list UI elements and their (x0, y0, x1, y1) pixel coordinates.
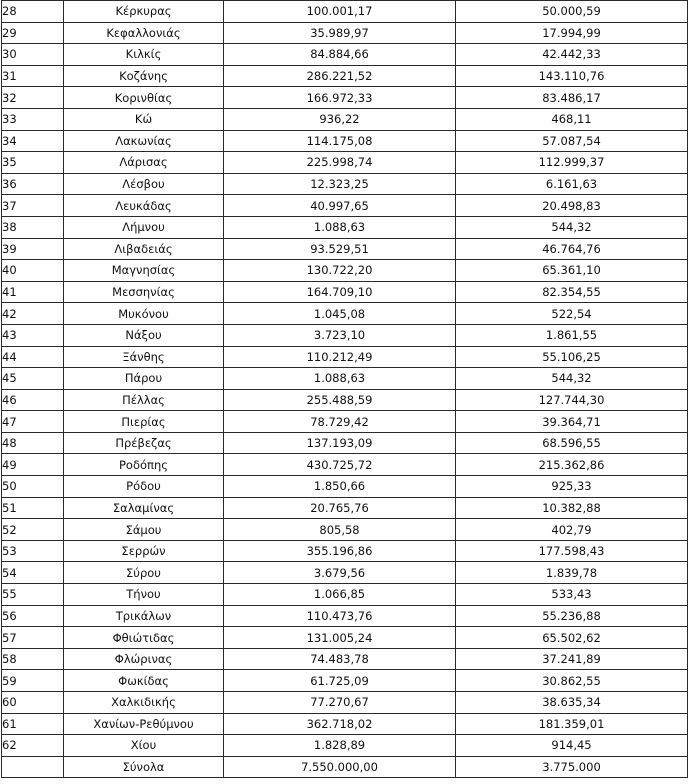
total-row-number-cell (2, 756, 64, 778)
half-amount-cell: 68.596,55 (456, 432, 688, 454)
row-number-cell: 48 (2, 432, 64, 454)
amount-cell: 255.488,59 (224, 389, 456, 411)
half-amount-cell: 20.498,83 (456, 195, 688, 217)
prefecture-name-cell: Ροδόπης (64, 454, 224, 476)
table-row (2, 432, 688, 454)
prefecture-name-cell: Πρέβεζας (64, 432, 224, 454)
row-number-cell: 41 (2, 281, 64, 303)
row-number-cell: 59 (2, 670, 64, 692)
prefecture-name-cell: Κορινθίας (64, 87, 224, 109)
half-amount-cell: 38.635,34 (456, 692, 688, 714)
amount-cell: 362.718,02 (224, 713, 456, 735)
half-amount-cell: 468,11 (456, 108, 688, 130)
amount-cell: 430.725,72 (224, 454, 456, 476)
prefecture-name-cell: Κεφαλλονιάς (64, 22, 224, 44)
row-number-cell: 43 (2, 324, 64, 346)
amount-cell: 355.196,86 (224, 540, 456, 562)
total-row (2, 756, 688, 778)
amount-cell: 1.850,66 (224, 476, 456, 498)
amount-cell: 3.723,10 (224, 324, 456, 346)
prefecture-name-cell: Λήμνου (64, 216, 224, 238)
amount-cell: 3.679,56 (224, 562, 456, 584)
table-row (2, 627, 688, 649)
prefecture-name-cell: Φλώρινας (64, 648, 224, 670)
table-row (2, 713, 688, 735)
table-row (2, 324, 688, 346)
prefecture-name-cell: Κιλκίς (64, 44, 224, 66)
row-number-cell: 29 (2, 22, 64, 44)
amount-cell: 114.175,08 (224, 130, 456, 152)
row-number-cell: 53 (2, 540, 64, 562)
row-number-cell: 42 (2, 303, 64, 325)
amount-cell: 1.088,63 (224, 216, 456, 238)
table-row (2, 238, 688, 260)
half-amount-cell: 83.486,17 (456, 87, 688, 109)
table-row (2, 368, 688, 390)
amount-cell: 286.221,52 (224, 65, 456, 87)
table-row (2, 389, 688, 411)
prefecture-name-cell: Λιβαδειάς (64, 238, 224, 260)
half-amount-cell: 65.361,10 (456, 260, 688, 282)
table-row (2, 454, 688, 476)
table-row (2, 173, 688, 195)
amount-cell: 110.473,76 (224, 605, 456, 627)
amount-cell: 131.005,24 (224, 627, 456, 649)
table-row (2, 562, 688, 584)
half-amount-cell: 1.861,55 (456, 324, 688, 346)
prefecture-name-cell: Φωκίδας (64, 670, 224, 692)
table-row (2, 540, 688, 562)
half-amount-cell: 46.764,76 (456, 238, 688, 260)
amount-cell: 78.729,42 (224, 411, 456, 433)
row-number-cell: 39 (2, 238, 64, 260)
prefecture-name-cell: Κώ (64, 108, 224, 130)
row-number-cell: 50 (2, 476, 64, 498)
total-half-amount-cell: 3.775.000 (456, 756, 688, 778)
prefecture-name-cell: Σύρου (64, 562, 224, 584)
prefecture-name-cell: Λάρισας (64, 152, 224, 174)
row-number-cell: 38 (2, 216, 64, 238)
total-prefecture-name-cell: Σύνολα (64, 756, 224, 778)
prefecture-name-cell: Χίου (64, 735, 224, 757)
half-amount-cell: 55.236,88 (456, 605, 688, 627)
table-row (2, 87, 688, 109)
row-number-cell: 35 (2, 152, 64, 174)
prefecture-name-cell: Ρόδου (64, 476, 224, 498)
table-row (2, 476, 688, 498)
row-number-cell: 45 (2, 368, 64, 390)
prefecture-name-cell: Χαλκιδικής (64, 692, 224, 714)
amount-cell: 164.709,10 (224, 281, 456, 303)
row-number-cell: 49 (2, 454, 64, 476)
amount-cell: 936,22 (224, 108, 456, 130)
table-row (2, 411, 688, 433)
half-amount-cell: 57.087,54 (456, 130, 688, 152)
prefecture-name-cell: Τήνου (64, 584, 224, 606)
row-number-cell: 51 (2, 497, 64, 519)
half-amount-cell: 1.839,78 (456, 562, 688, 584)
row-number-cell: 61 (2, 713, 64, 735)
table-row (2, 195, 688, 217)
half-amount-cell: 177.598,43 (456, 540, 688, 562)
prefecture-name-cell: Μυκόνου (64, 303, 224, 325)
table-row (2, 1, 688, 23)
prefecture-name-cell: Φθιώτιδας (64, 627, 224, 649)
half-amount-cell: 914,45 (456, 735, 688, 757)
half-amount-cell: 39.364,71 (456, 411, 688, 433)
half-amount-cell: 127.744,30 (456, 389, 688, 411)
table-row (2, 281, 688, 303)
prefecture-name-cell: Μαγνησίας (64, 260, 224, 282)
prefecture-name-cell: Χανίων-Ρεθύμνου (64, 713, 224, 735)
table-row (2, 260, 688, 282)
prefecture-name-cell: Κέρκυρας (64, 1, 224, 23)
amount-cell: 110.212,49 (224, 346, 456, 368)
row-number-cell: 31 (2, 65, 64, 87)
amount-cell: 137.193,09 (224, 432, 456, 454)
half-amount-cell: 925,33 (456, 476, 688, 498)
amount-cell: 35.989,97 (224, 22, 456, 44)
half-amount-cell: 17.994,99 (456, 22, 688, 44)
row-number-cell: 44 (2, 346, 64, 368)
table-row (2, 152, 688, 174)
row-number-cell: 58 (2, 648, 64, 670)
half-amount-cell: 112.999,37 (456, 152, 688, 174)
row-number-cell: 60 (2, 692, 64, 714)
row-number-cell: 62 (2, 735, 64, 757)
half-amount-cell: 522,54 (456, 303, 688, 325)
table-row (2, 130, 688, 152)
amount-cell: 130.722,20 (224, 260, 456, 282)
amount-cell: 805,58 (224, 519, 456, 541)
half-amount-cell: 37.241,89 (456, 648, 688, 670)
half-amount-cell: 544,32 (456, 368, 688, 390)
prefecture-name-cell: Πιερίας (64, 411, 224, 433)
row-number-cell: 46 (2, 389, 64, 411)
half-amount-cell: 181.359,01 (456, 713, 688, 735)
amount-cell: 12.323,25 (224, 173, 456, 195)
prefecture-name-cell: Σαλαμίνας (64, 497, 224, 519)
amount-cell: 1.828,89 (224, 735, 456, 757)
table-row (2, 670, 688, 692)
amount-cell: 166.972,33 (224, 87, 456, 109)
prefecture-name-cell: Μεσσηνίας (64, 281, 224, 303)
prefecture-name-cell: Λακωνίας (64, 130, 224, 152)
half-amount-cell: 544,32 (456, 216, 688, 238)
amount-cell: 1.066,85 (224, 584, 456, 606)
row-number-cell: 52 (2, 519, 64, 541)
half-amount-cell: 82.354,55 (456, 281, 688, 303)
row-number-cell: 54 (2, 562, 64, 584)
prefecture-name-cell: Σερρών (64, 540, 224, 562)
amount-cell: 20.765,76 (224, 497, 456, 519)
row-number-cell: 30 (2, 44, 64, 66)
table-row (2, 65, 688, 87)
half-amount-cell: 55.106,25 (456, 346, 688, 368)
table-row (2, 216, 688, 238)
table-row (2, 648, 688, 670)
row-number-cell: 57 (2, 627, 64, 649)
table-row (2, 497, 688, 519)
half-amount-cell: 30.862,55 (456, 670, 688, 692)
table-row (2, 44, 688, 66)
row-number-cell: 34 (2, 130, 64, 152)
prefecture-name-cell: Ξάνθης (64, 346, 224, 368)
table-row (2, 346, 688, 368)
row-number-cell: 47 (2, 411, 64, 433)
amount-cell: 61.725,09 (224, 670, 456, 692)
table-body (2, 1, 688, 778)
half-amount-cell: 42.442,33 (456, 44, 688, 66)
table-row (2, 108, 688, 130)
total-amount-cell: 7.550.000,00 (224, 756, 456, 778)
amount-cell: 77.270,67 (224, 692, 456, 714)
amount-cell: 100.001,17 (224, 1, 456, 23)
half-amount-cell: 143.110,76 (456, 65, 688, 87)
prefecture-name-cell: Λευκάδας (64, 195, 224, 217)
half-amount-cell: 50.000,59 (456, 1, 688, 23)
table-row (2, 303, 688, 325)
half-amount-cell: 215.362,86 (456, 454, 688, 476)
amount-cell: 93.529,51 (224, 238, 456, 260)
table-row (2, 692, 688, 714)
table-row (2, 605, 688, 627)
amount-cell: 1.045,08 (224, 303, 456, 325)
half-amount-cell: 402,79 (456, 519, 688, 541)
row-number-cell: 55 (2, 584, 64, 606)
table-row (2, 584, 688, 606)
row-number-cell: 32 (2, 87, 64, 109)
row-number-cell: 36 (2, 173, 64, 195)
row-number-cell: 40 (2, 260, 64, 282)
row-number-cell: 56 (2, 605, 64, 627)
prefecture-name-cell: Λέσβου (64, 173, 224, 195)
table-row (2, 22, 688, 44)
amount-cell: 1.088,63 (224, 368, 456, 390)
prefecture-name-cell: Νάξου (64, 324, 224, 346)
row-number-cell: 37 (2, 195, 64, 217)
half-amount-cell: 65.502,62 (456, 627, 688, 649)
prefecture-name-cell: Τρικάλων (64, 605, 224, 627)
prefecture-name-cell: Πέλλας (64, 389, 224, 411)
row-number-cell: 28 (2, 1, 64, 23)
half-amount-cell: 6.161,63 (456, 173, 688, 195)
amount-cell: 225.998,74 (224, 152, 456, 174)
prefecture-name-cell: Πάρου (64, 368, 224, 390)
prefecture-name-cell: Κοζάνης (64, 65, 224, 87)
half-amount-cell: 533,43 (456, 584, 688, 606)
amount-cell: 74.483,78 (224, 648, 456, 670)
amount-cell: 84.884,66 (224, 44, 456, 66)
table-row (2, 735, 688, 757)
allocation-table (1, 0, 688, 778)
row-number-cell: 33 (2, 108, 64, 130)
half-amount-cell: 10.382,88 (456, 497, 688, 519)
prefecture-name-cell: Σάμου (64, 519, 224, 541)
amount-cell: 40.997,65 (224, 195, 456, 217)
table-row (2, 519, 688, 541)
